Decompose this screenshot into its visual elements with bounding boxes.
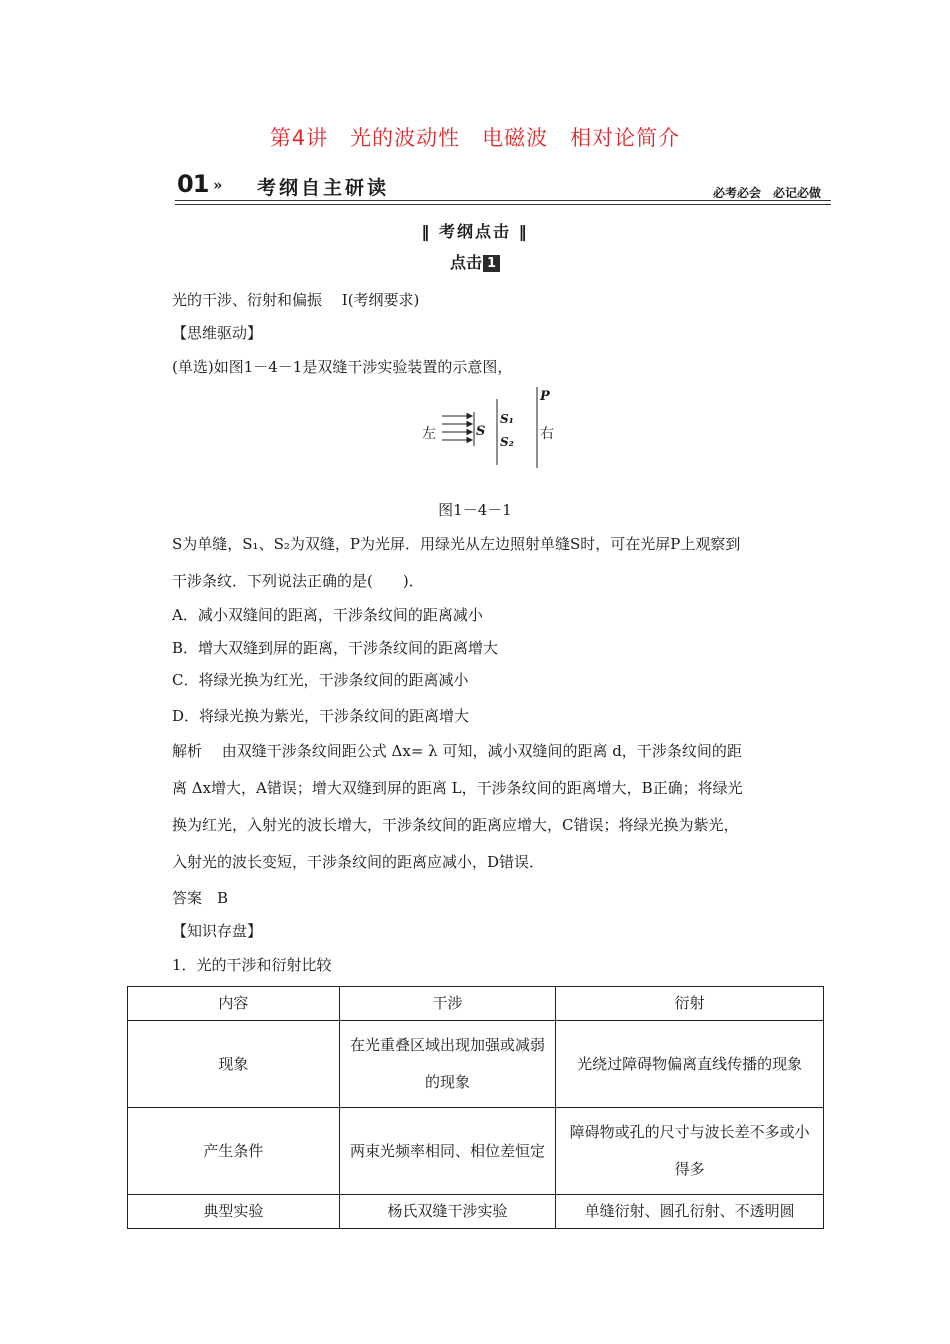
table-row (128, 1108, 824, 1195)
chevron-right-icon: » (213, 176, 223, 194)
table-cell: 单缝衍射、圆孔衍射、不透明圆 (556, 1195, 824, 1229)
analysis-line-3: 换为红光，入射光的波长增大，干涉条纹间的距离应增大，C错误；将绿光换为紫光， (172, 816, 739, 834)
arrow-head (467, 430, 472, 435)
arrow-head (467, 414, 472, 419)
point-heading (0, 250, 950, 273)
analysis-line-2: 离 Δx增大，A错误；增大双缝到屏的距离 L，干涉条纹间的距离增大，B正确；将绿光 (172, 779, 743, 797)
table-cell: 两束光频率相同、相位差恒定 (339, 1108, 556, 1195)
divider (175, 204, 831, 205)
comparison-title: 1．光的干涉和衍射比较 (172, 956, 332, 974)
table-row (128, 1195, 824, 1229)
table-cell: 障碍物或孔的尺寸与波长差不多或小得多 (556, 1108, 824, 1195)
kaogang-heading: ‖ 考纲点击 ‖ (421, 222, 529, 241)
option-d: D．将绿光换为紫光，干涉条纹间的距离增大 (172, 707, 470, 725)
double-slit-figure (415, 385, 575, 473)
table-cell: 产生条件 (128, 1108, 340, 1195)
table-header-row (128, 987, 824, 1021)
figure-p-label: P (540, 389, 550, 404)
table-cell: 典型实验 (128, 1195, 340, 1229)
comparison-table (127, 986, 824, 1229)
figure-s2-label: S₂ (500, 435, 514, 449)
page-title: 第4讲 光的波动性 电磁波 相对论简介 (269, 126, 681, 150)
figure-caption: 图1－4－1 (438, 501, 512, 519)
question-line-2: 干涉条纹．下列说法正确的是( )． (172, 572, 424, 590)
table-header: 内容 (128, 987, 340, 1021)
analysis-line-1: 解析 由双缝干涉条纹间距公式 Δx= λ 可知，减小双缝间的距离 d，干涉条纹间的距 (172, 742, 742, 760)
table-cell: 在光重叠区域出现加强或减弱的现象 (339, 1021, 556, 1108)
point-label: 点击 (449, 253, 482, 272)
option-b: B．增大双缝到屏的距离，干涉条纹间的距离增大 (172, 639, 499, 657)
answer: 答案 B (172, 889, 229, 907)
analysis-line-4: 入射光的波长变短，干涉条纹间的距离应减小，D错误． (172, 853, 545, 871)
question-line-1: S为单缝，S₁、S₂为双缝，P为光屏．用绿光从左边照射单缝S时，可在光屏P上观察到 (172, 535, 741, 553)
topic-line: 光的干涉、衍射和偏振 Ⅰ(考纲要求) (172, 291, 420, 309)
table-cell: 杨氏双缝干涉实验 (339, 1195, 556, 1229)
arrow-head (467, 422, 472, 427)
zhishi-heading: 【知识存盘】 (172, 922, 263, 940)
figure-right-label: 右 (540, 426, 554, 442)
figure-left-label: 左 (422, 426, 436, 442)
section-number: 01 (177, 170, 209, 198)
arrow-head (467, 438, 472, 443)
section-header (175, 170, 831, 204)
siwei-heading: 【思维驱动】 (172, 324, 263, 342)
option-a: A．减小双缝间的距离，干涉条纹间的距离减小 (172, 606, 483, 624)
table-header: 干涉 (339, 987, 556, 1021)
section-subtitle: 必考必会 必记必做 (712, 186, 821, 200)
table-cell: 现象 (128, 1021, 340, 1108)
question-intro: (单选)如图1－4－1是双缝干涉实验装置的示意图， (172, 358, 513, 376)
section-title: 考纲自主研读 (257, 177, 390, 199)
option-c: C．将绿光换为红光，干涉条纹间的距离减小 (172, 671, 469, 689)
point-number-badge: 1 (483, 255, 500, 272)
table-row (128, 1021, 824, 1108)
table-cell: 光绕过障碍物偏离直线传播的现象 (556, 1021, 824, 1108)
figure-s-label: S (476, 424, 486, 439)
divider (175, 200, 831, 201)
figure-s1-label: S₁ (500, 412, 514, 426)
table-header: 衍射 (556, 987, 824, 1021)
